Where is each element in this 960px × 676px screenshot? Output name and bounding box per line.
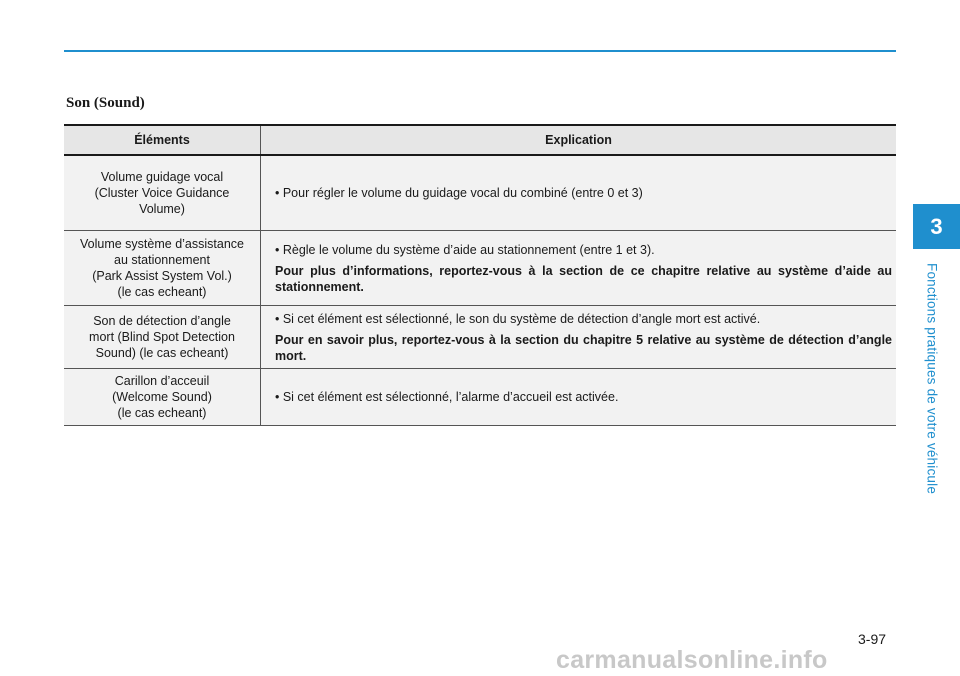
explication-text: • Pour régler le volume du guidage vocal du combiné (entre 0 et 3) xyxy=(275,186,643,200)
explication-cell xyxy=(261,155,897,231)
element-label: (Cluster Voice Guidance xyxy=(94,186,230,200)
explication-note: Pour en savoir plus, reportez-vous à la section du chapitre 5 relative au système de détection d’angle mort. xyxy=(275,332,892,363)
section-title: Son (Sound) xyxy=(66,95,145,111)
element-cell xyxy=(64,231,261,306)
element-label: Son de détection d’angle xyxy=(93,314,231,328)
table-row xyxy=(64,369,896,426)
page-number: 3-97 xyxy=(858,631,887,647)
table-row xyxy=(64,231,896,306)
element-label: (Welcome Sound) xyxy=(112,390,212,404)
chapter-number-tab: 3 xyxy=(913,204,960,249)
table-header-row xyxy=(64,125,896,155)
sound-settings-table xyxy=(64,124,896,426)
table-row xyxy=(64,306,896,369)
explication-text: • Si cet élément est sélectionné, le son du système de détection d’angle mort est activé. xyxy=(275,311,761,326)
explication-note: Pour plus d’informations, reportez-vous à la section de ce chapitre relative au système d’aide au stationnement. xyxy=(275,263,892,294)
element-label: au stationnement xyxy=(114,253,210,267)
element-cell xyxy=(64,369,261,426)
explication-text: • Règle le volume du système d’aide au stationnement (entre 1 et 3). xyxy=(275,242,655,257)
element-label: (Park Assist System Vol.) xyxy=(92,269,232,283)
explication-text: • Si cet élément est sélectionné, l’alarme d’accueil est activée. xyxy=(275,390,619,404)
column-header-explication: Explication xyxy=(261,125,897,155)
element-label: mort (Blind Spot Detection xyxy=(89,330,235,344)
element-label: Carillon d’acceuil xyxy=(114,374,210,388)
element-label: Sound) (le cas echeant) xyxy=(95,346,229,360)
element-cell xyxy=(64,155,261,231)
watermark: carmanualsonline.info xyxy=(556,646,828,674)
element-label: Volume système d’assistance xyxy=(80,237,244,251)
chapter-title-vertical xyxy=(922,254,942,504)
table-row xyxy=(64,155,896,231)
top-rule xyxy=(64,50,896,52)
explication-cell xyxy=(261,369,897,426)
element-label: Volume guidage vocal xyxy=(100,170,224,184)
column-header-elements: Éléments xyxy=(64,125,261,155)
explication-cell xyxy=(261,231,897,306)
element-label: Volume) xyxy=(139,202,185,216)
element-label: (le cas echeant) xyxy=(117,285,207,299)
chapter-title-text: Fonctions pratiques de votre véhicule xyxy=(924,263,940,495)
explication-cell xyxy=(261,306,897,369)
element-cell xyxy=(64,306,261,369)
element-label: (le cas echeant) xyxy=(117,406,207,420)
